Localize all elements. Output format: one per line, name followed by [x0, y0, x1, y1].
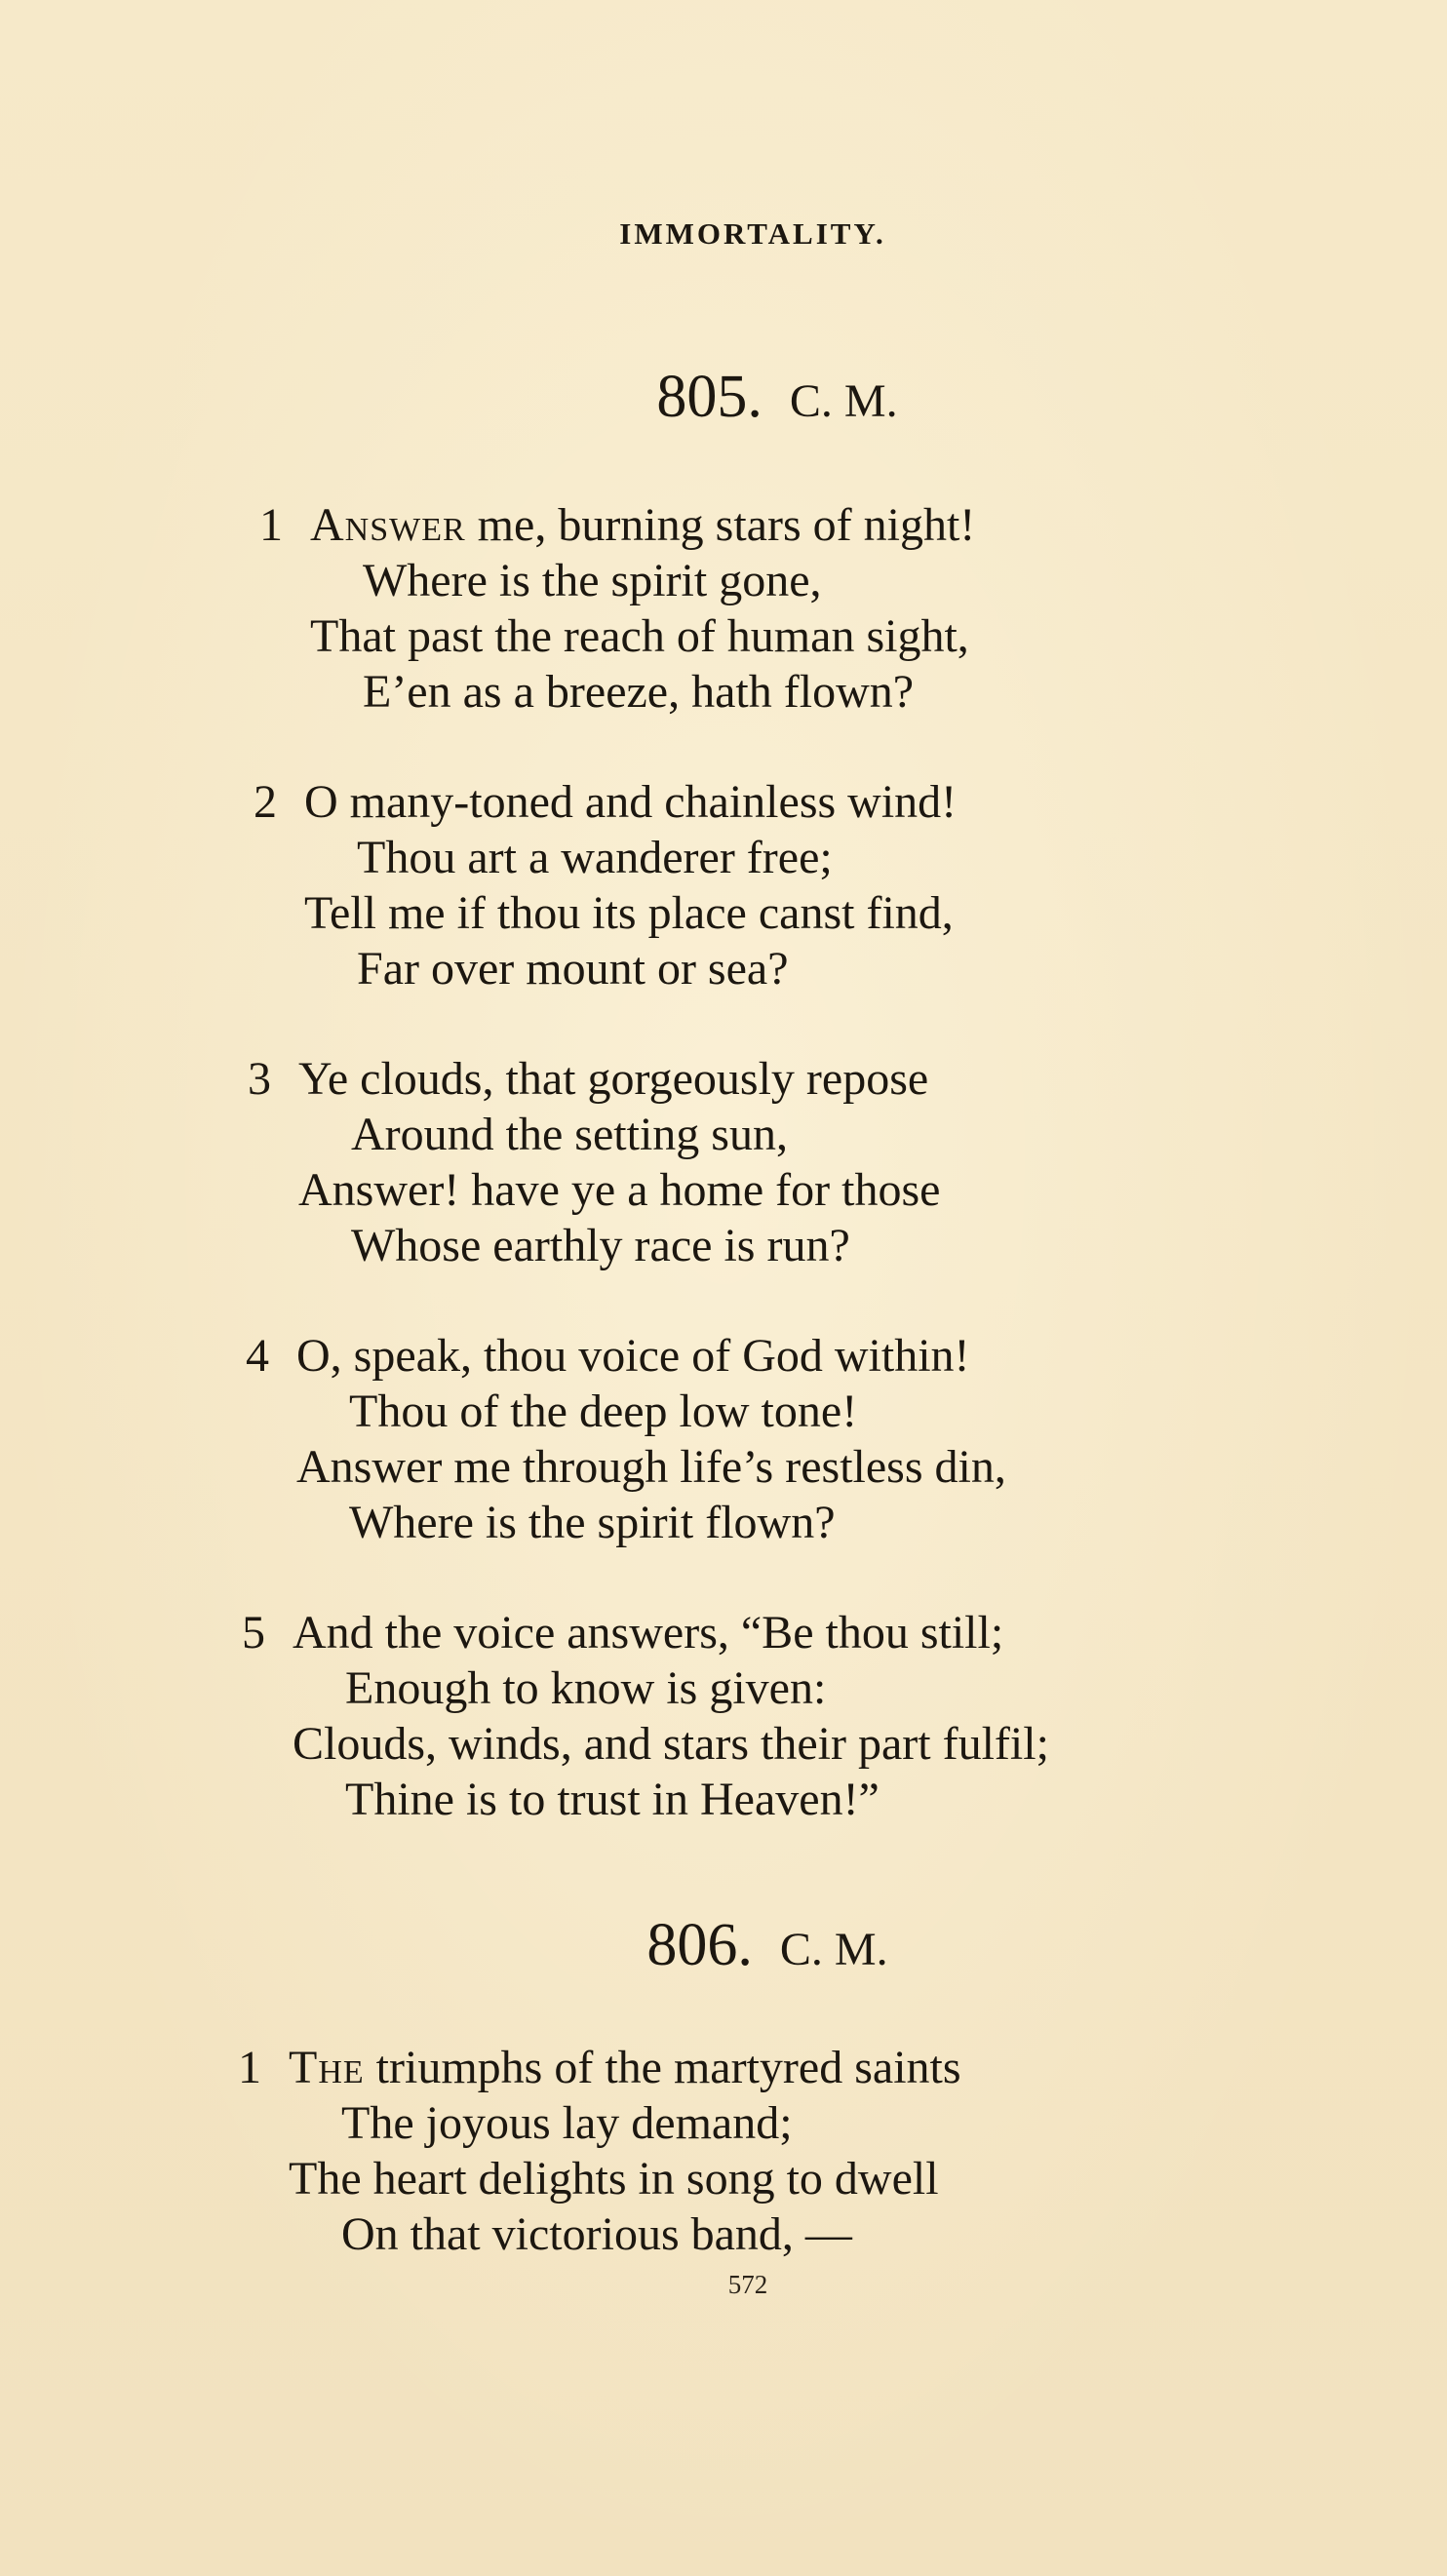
stanza-line: [259, 497, 976, 553]
stanza-number: 3: [248, 1053, 271, 1105]
stanza-line: That past the reach of human sight,: [310, 610, 969, 662]
stanza-number: 1: [259, 499, 283, 551]
stanza-number: 4: [246, 1330, 269, 1382]
stanza-line: Answer! have ye a home for those: [298, 1164, 941, 1216]
stanza-line: Answer me through life’s restless din,: [296, 1441, 1006, 1493]
first-line: O many-toned and chainless wind!: [304, 776, 958, 828]
stanza-line: Where is the spirit gone,: [363, 555, 822, 606]
stanza-line: Thine is to trust in Heaven!”: [345, 1774, 880, 1825]
hymn-number: 805.: [656, 364, 763, 430]
hymn-meter: C. M.: [779, 1924, 888, 1975]
stanza-line: [254, 774, 958, 830]
stanza-line: Enough to know is given:: [345, 1662, 827, 1714]
first-word-small-caps: The: [289, 2042, 365, 2093]
stanza-number: 5: [242, 1607, 265, 1659]
running-head: IMMORTALITY.: [619, 216, 886, 251]
stanza-line: Where is the spirit flown?: [349, 1497, 836, 1548]
first-word-small-caps: Answer: [310, 499, 466, 551]
hymn-meter: C. M.: [789, 375, 898, 427]
stanza-line: On that victorious band, —: [341, 2208, 852, 2260]
hymn-805-heading: [0, 363, 1447, 432]
stanza-line: The heart delights in song to dwell: [289, 2153, 939, 2205]
stanza-line: Far over mount or sea?: [357, 943, 789, 995]
first-line-rest: me, burning stars of night!: [465, 499, 976, 551]
first-line: O, speak, thou voice of God within!: [296, 1330, 970, 1382]
stanza-number: 2: [254, 776, 277, 828]
stanza-line: E’en as a breeze, hath flown?: [363, 666, 915, 718]
stanza-805-1: [259, 497, 976, 720]
stanza-805-3: [248, 1051, 941, 1273]
first-line: And the voice answers, “Be thou still;: [293, 1607, 1004, 1659]
stanza-line: [242, 1605, 1049, 1660]
stanza-805-4: [246, 1328, 1006, 1550]
first-line: Ye clouds, that gorgeously repose: [298, 1053, 929, 1105]
stanza-line: [246, 1328, 1006, 1384]
hymn-number: 806.: [646, 1912, 753, 1978]
stanza-line: Around the setting sun,: [351, 1109, 788, 1160]
page-number: 572: [727, 2270, 768, 2299]
stanza-805-2: [254, 774, 958, 996]
stanza-number: 1: [238, 2042, 261, 2093]
stanza-line: [238, 2040, 961, 2095]
stanza-line: Whose earthly race is run?: [351, 1220, 850, 1271]
stanza-line: Clouds, winds, and stars their part fulfil;: [293, 1718, 1049, 1770]
stanza-line: [248, 1051, 940, 1107]
stanza-805-5: [242, 1605, 1049, 1827]
first-line-rest: triumphs of the martyred saints: [364, 2042, 961, 2093]
stanza-line: Thou art a wanderer free;: [357, 832, 833, 883]
stanza-line: Tell me if thou its place canst find,: [304, 887, 954, 939]
stanza-line: Thou of the deep low tone!: [349, 1386, 858, 1437]
hymn-806-heading: [0, 1911, 1447, 1980]
stanza-line: The joyous lay demand;: [341, 2097, 793, 2149]
stanza-806-1: [238, 2040, 961, 2262]
